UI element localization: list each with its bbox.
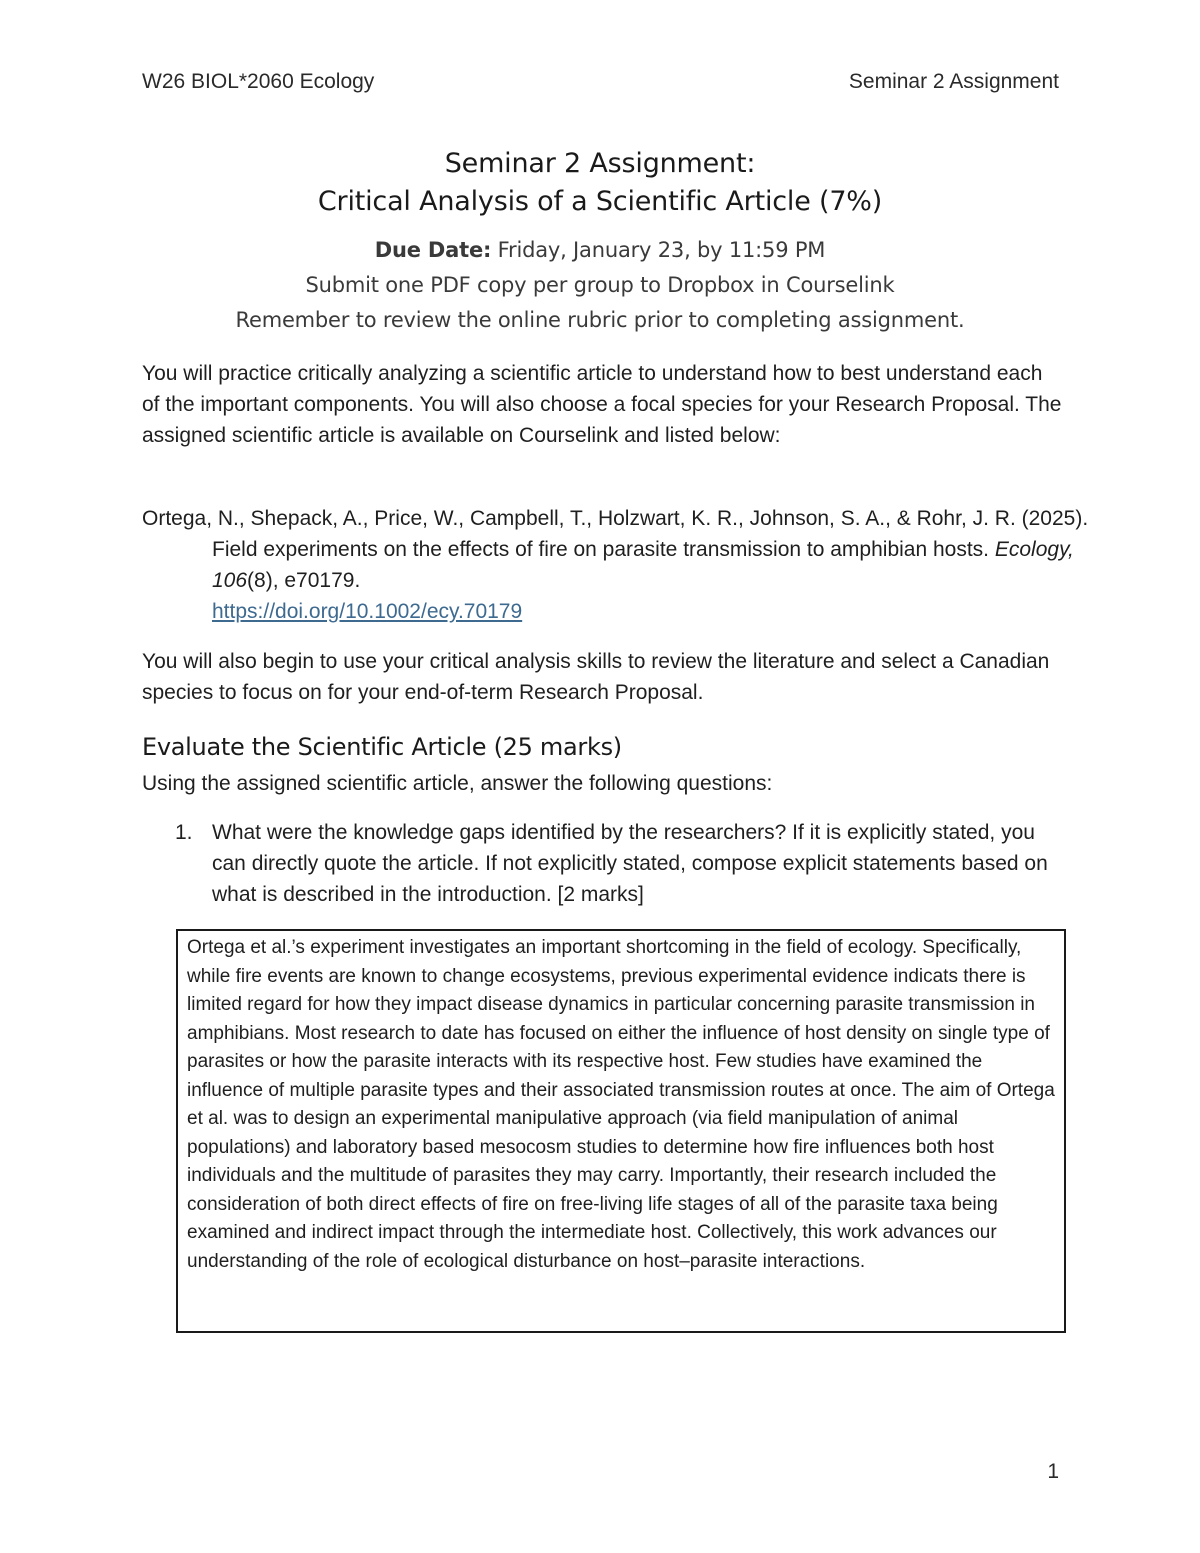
answer-box-1[interactable]: Ortega et al.’s experiment investigates an important shortcoming in the field of ecology. Specifically, while fire events are known to change ecosystems, previous experimental evidence indicats there is limited regard for how they impact disease dynamics in particular concerning parasite transmission in amphibians. Most research to date has focused on either the influence of host density on single type of parasites or how the parasite interacts with its respective host. Few studies have examined the influence of multiple parasite types and their associated transmission routes at once. The aim of Ortega et al. was to design an experimental manipulative approach (via field manipulation of animal populations) and laboratory based mesocosm studies to determine how fire influences both host individuals and the multitude of parasites they may carry. Importantly, their research included the consideration of both direct effects of fire on free-living life stages of all of the parasite taxa being examined and indirect impact through the intermediate host. Collectively, this work advances our understanding of the role of ecological disturbance on host–parasite interactions. [176,929,1066,1333]
header-doc-label: Seminar 2 Assignment [848,70,1059,93]
citation-issue: (8), e70179. [247,569,361,592]
intro-paragraph: You will practice critically analyzing a scientific article to understand how to best understand each of the important components. You will also choose a focal species for your Research Proposal. The assigned scientific article is available on Courselink and listed below: [142,362,1062,447]
section-heading: Evaluate the Scientific Article (25 marks) [142,733,622,761]
due-date-label: Due Date: [374,238,492,262]
doi-link[interactable]: https://doi.org/10.1002/ecy.70179 [212,600,523,623]
doc-title: Seminar 2 Assignment: [444,148,756,179]
citation-journal: Ecology, 106 [212,538,1074,592]
due-date [0,233,1200,268]
running-header [142,70,1059,100]
question-text: What were the knowledge gaps identified by the researchers? If it is explicitly stated, you can directly quote the article. If not explicitly stated, compose explicit statements based on what is described in the introduction. [2 marks] [212,821,1048,906]
due-date-value: Friday, January 23, by 11:59 PM [491,238,826,262]
question-1 [175,817,1055,910]
submit-note: Submit one PDF copy per group to Dropbox in Courselink [305,273,895,297]
citation-authors: Ortega, N., Shepack, A., Price, W., Campbell, T., Holzwart, K. R., Johnson, S. A., & Rohr, J. R. (2025). Field experiments on the effects of fire on parasite transmission to amphibian hosts. [142,507,1089,561]
course-code: W26 BIOL*2060 Ecology [142,70,375,93]
species-paragraph: You will also begin to use your critical analysis skills to review the literature and select a Canadian species to focus on for your end-of-term Research Proposal. [142,650,1050,704]
page-number: 1 [1047,1460,1059,1483]
section-instructions: Using the assigned scientific article, answer the following questions: [142,772,773,795]
rubric-note: Remember to review the online rubric prior to completing assignment. [235,308,965,332]
question-number: 1. [175,821,193,844]
article-citation [142,503,1132,627]
title-block [0,145,1200,338]
doc-subtitle: Critical Analysis of a Scientific Article (7%) [317,186,883,217]
